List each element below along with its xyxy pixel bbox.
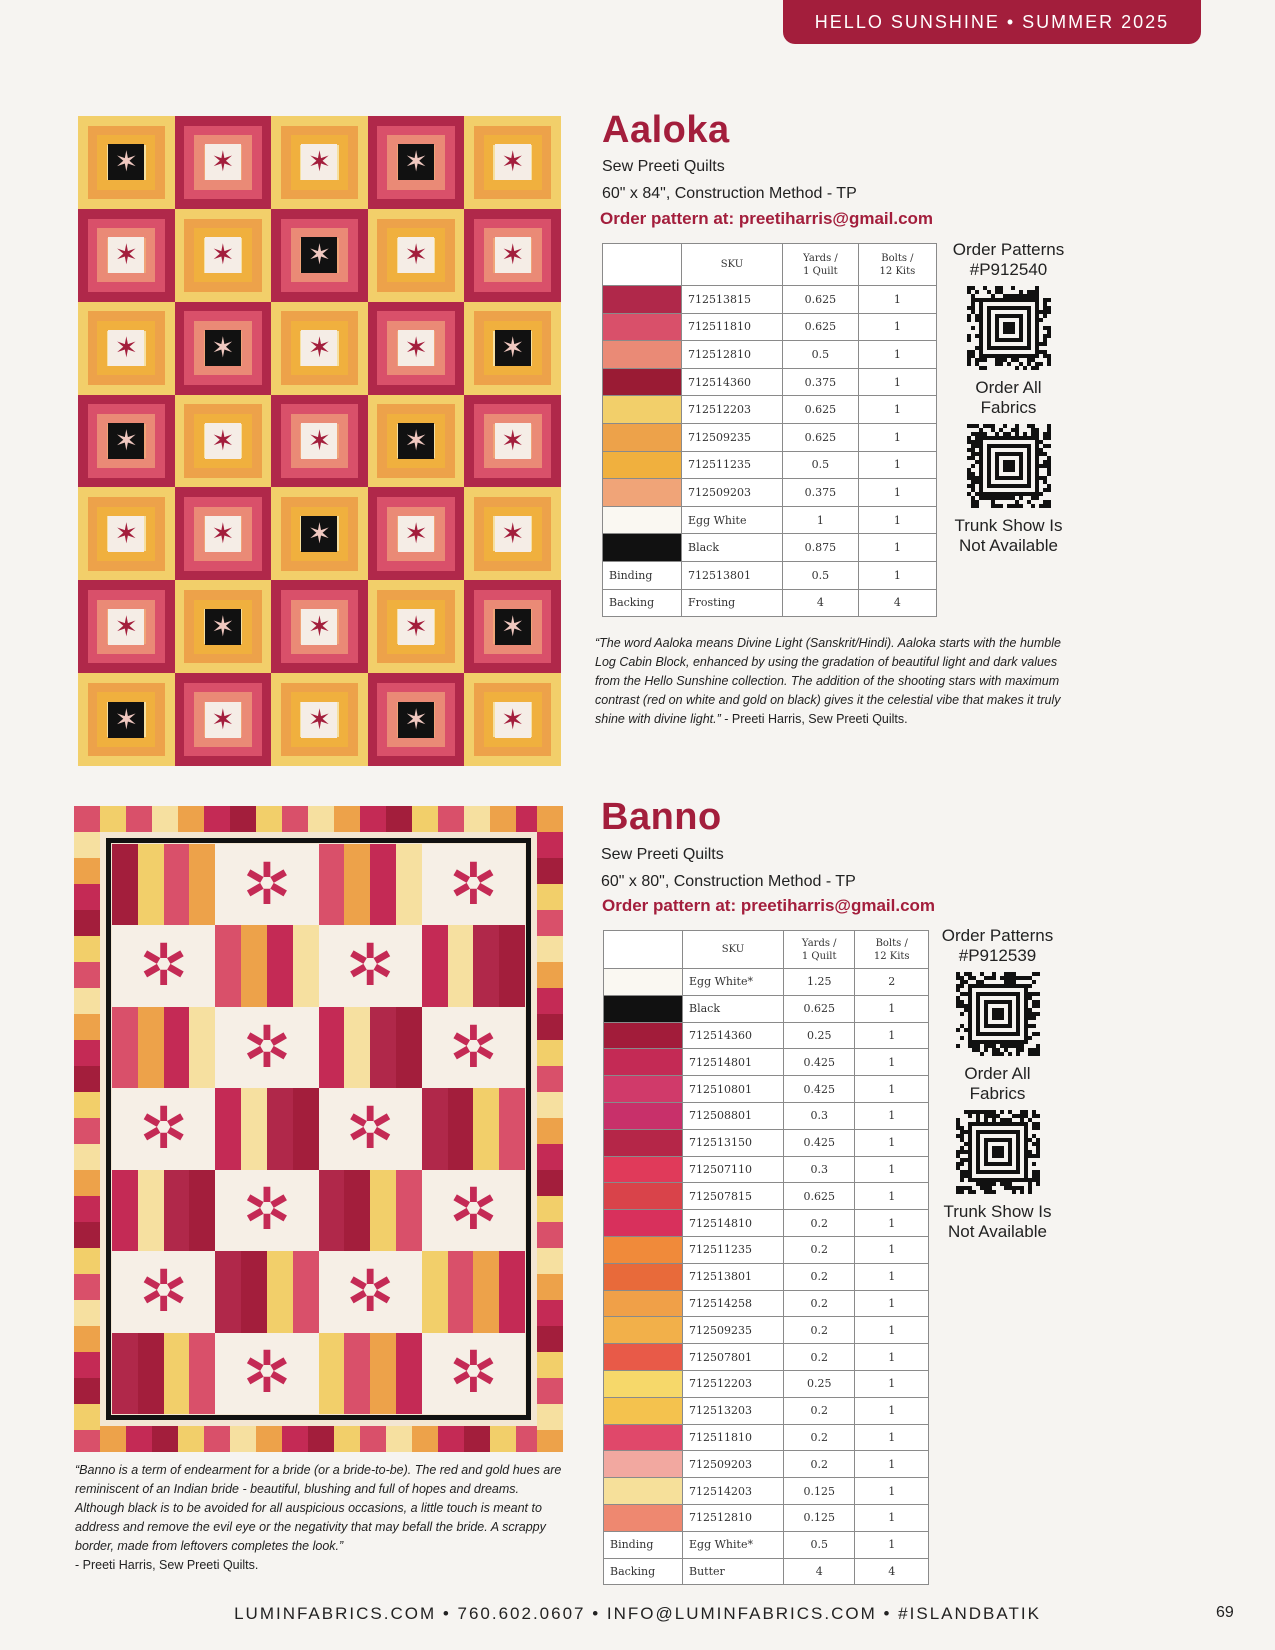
yards-header: Yards / 1 Quilt: [783, 244, 859, 286]
sku-cell: 712511235: [682, 451, 783, 479]
fabric-swatch: [604, 1022, 683, 1049]
bolts-header: Bolts / 12 Kits: [855, 931, 929, 969]
order-all-label: Order All: [975, 378, 1042, 397]
footer-contact: LUMINFABRICS.COM • 760.602.0607 • INFO@LUMINFABRICS.COM • #ISLANDBATIK: [234, 1604, 1041, 1623]
yards-cell: 0.625: [783, 423, 859, 451]
sku-cell: 712514203: [683, 1478, 784, 1505]
fabric-row: [603, 396, 937, 424]
yards-cell: 0.425: [784, 1049, 855, 1076]
fabric-row: [604, 1424, 929, 1451]
fabric-swatch: [604, 969, 683, 996]
yards-cell: 4: [783, 589, 859, 617]
fabric-swatch: [604, 1236, 683, 1263]
fabric-row: [604, 1504, 929, 1531]
bolts-cell: 4: [855, 1558, 929, 1585]
bolts-cell: 1: [858, 313, 936, 341]
backing-row: [604, 1558, 929, 1585]
sku-cell: 712513801: [682, 561, 783, 589]
fabric-swatch: [604, 1478, 683, 1505]
yards-cell: 1: [783, 506, 859, 534]
yards-cell: 0.375: [783, 368, 859, 396]
pattern-qr-code-icon[interactable]: [956, 972, 1040, 1056]
sku-cell: 712514810: [683, 1210, 784, 1237]
trunk-show-status: Not Available: [948, 1222, 1047, 1241]
fabric-row: [604, 1397, 929, 1424]
fabric-swatch: [603, 396, 682, 424]
banno-quote: “Banno is a term of endearment for a bride (or a bride-to-be). The red and gold hues are reminiscent of an Indian bride - beautiful, blushing and full of hopes and dreams. Although black is to be avoided for all auspicious occasions, a little touch is meant to address and remove the evil eye or the negativity that may befall the bride. A scrappy border, made from leftovers completes the look.” - Preeti Harris, Sew Preeti Quilts.: [75, 1463, 562, 1572]
fabric-swatch: [604, 1263, 683, 1290]
yards-cell: 0.875: [783, 534, 859, 562]
sku-cell: Frosting: [682, 589, 783, 617]
fabrics-qr-code-icon[interactable]: [956, 1110, 1040, 1194]
fabric-swatch: [604, 1424, 683, 1451]
sku-cell: Black: [682, 534, 783, 562]
fabric-row: [604, 1451, 929, 1478]
aaloka-fabric-table: [602, 243, 937, 617]
banno-title: Banno: [601, 796, 722, 838]
bolts-header: Bolts / 12 Kits: [858, 244, 936, 286]
yards-cell: 0.5: [783, 451, 859, 479]
bolts-cell: 1: [858, 479, 936, 507]
fabric-swatch: [604, 1102, 683, 1129]
fabric-row: [604, 1344, 929, 1371]
binding-row: [603, 561, 937, 589]
sku-cell: 712514360: [682, 368, 783, 396]
yards-cell: 0.2: [784, 1236, 855, 1263]
fabric-row: [604, 995, 929, 1022]
bolts-cell: 1: [855, 1076, 929, 1103]
yards-cell: 0.2: [784, 1344, 855, 1371]
backing-label: Backing: [604, 1558, 683, 1585]
fabric-row: [604, 1022, 929, 1049]
backing-label: Backing: [603, 589, 682, 617]
sku-cell: Egg White: [682, 506, 783, 534]
fabric-row: [604, 1049, 929, 1076]
page-number: 69: [1216, 1604, 1234, 1621]
bolts-cell: 1: [858, 451, 936, 479]
banno-designer: Sew Preeti Quilts: [601, 846, 724, 863]
pattern-number: #P912540: [969, 260, 1048, 279]
bolts-cell: 1: [855, 995, 929, 1022]
sku-cell: 712507801: [683, 1344, 784, 1371]
fabric-row: [603, 313, 937, 341]
swatch-header: [604, 931, 683, 969]
sku-cell: 712512203: [683, 1370, 784, 1397]
sku-cell: Egg White*: [683, 969, 784, 996]
bolts-cell: 1: [855, 1478, 929, 1505]
yards-cell: 0.625: [784, 995, 855, 1022]
sku-cell: 712511235: [683, 1236, 784, 1263]
bolts-cell: 1: [858, 506, 936, 534]
sku-cell: 712514360: [683, 1022, 784, 1049]
fabric-row: [603, 479, 937, 507]
aaloka-title: Aaloka: [602, 109, 730, 151]
bolts-cell: 1: [855, 1156, 929, 1183]
fabric-row: [604, 1317, 929, 1344]
sku-cell: 712509203: [683, 1451, 784, 1478]
fabrics-label: Fabrics: [980, 398, 1037, 417]
bolts-cell: 1: [858, 286, 936, 314]
fabric-row: [603, 534, 937, 562]
bolts-cell: 1: [855, 1504, 929, 1531]
yards-cell: 0.5: [784, 1531, 855, 1558]
bolts-cell: 1: [858, 341, 936, 369]
fabric-swatch: [603, 423, 682, 451]
bolts-cell: 1: [858, 368, 936, 396]
sku-cell: 712513801: [683, 1263, 784, 1290]
banno-dimensions: 60" x 80", Construction Method - TP: [601, 873, 856, 890]
bolts-cell: 1: [855, 1317, 929, 1344]
fabric-swatch: [604, 1049, 683, 1076]
yards-cell: 0.2: [784, 1290, 855, 1317]
fabric-row: [604, 1478, 929, 1505]
sku-cell: 712509235: [683, 1317, 784, 1344]
sku-cell: 712512810: [683, 1504, 784, 1531]
fabric-swatch: [604, 1290, 683, 1317]
bolts-cell: 1: [855, 1183, 929, 1210]
banno-order-link[interactable]: Order pattern at: preetiharris@gmail.com: [602, 896, 936, 915]
sku-cell: 712509235: [682, 423, 783, 451]
bolts-cell: 1: [855, 1049, 929, 1076]
fabric-swatch: [604, 1370, 683, 1397]
pattern-qr-code-icon[interactable]: [967, 286, 1051, 370]
order-patterns-label: Order Patterns: [952, 240, 1065, 259]
fabric-swatch: [603, 341, 682, 369]
fabric-swatch: [604, 995, 683, 1022]
bolts-cell: 1: [855, 1290, 929, 1317]
fabric-swatch: [604, 1183, 683, 1210]
aaloka-order-link[interactable]: Order pattern at: preetiharris@gmail.com: [600, 209, 934, 228]
fabric-swatch: [603, 479, 682, 507]
sku-cell: 712510801: [683, 1076, 784, 1103]
sku-cell: 712514801: [683, 1049, 784, 1076]
bolts-cell: 1: [855, 1531, 929, 1558]
yards-cell: 0.3: [784, 1102, 855, 1129]
bolts-cell: 1: [855, 1344, 929, 1371]
fabric-swatch: [604, 1076, 683, 1103]
fabric-row: [604, 969, 929, 996]
sku-cell: 712512203: [682, 396, 783, 424]
yards-header: Yards / 1 Quilt: [784, 931, 855, 969]
bolts-cell: 1: [858, 534, 936, 562]
order-all-label: Order All: [964, 1064, 1031, 1083]
banno-side-panel: [935, 926, 1060, 1242]
order-patterns-label: Order Patterns: [941, 926, 1054, 945]
fabric-swatch: [603, 534, 682, 562]
trunk-show-label: Trunk Show Is: [954, 516, 1063, 535]
sku-cell: 712507815: [683, 1183, 784, 1210]
collection-banner: HELLO SUNSHINE • SUMMER 2025: [783, 0, 1201, 44]
fabrics-label: Fabrics: [969, 1084, 1026, 1103]
yards-cell: 0.625: [783, 313, 859, 341]
sku-cell: Black: [683, 995, 784, 1022]
fabric-swatch: [604, 1156, 683, 1183]
fabric-swatch: [603, 286, 682, 314]
sku-cell: 712514258: [683, 1290, 784, 1317]
fabric-row: [604, 1290, 929, 1317]
yards-cell: 1.25: [784, 969, 855, 996]
fabric-row: [604, 1370, 929, 1397]
sku-cell: 712511810: [683, 1424, 784, 1451]
fabric-swatch: [604, 1397, 683, 1424]
pattern-number: #P912539: [958, 946, 1037, 965]
bolts-cell: 1: [855, 1236, 929, 1263]
yards-cell: 0.125: [784, 1504, 855, 1531]
trunk-show-label: Trunk Show Is: [943, 1202, 1052, 1221]
swatch-header: [603, 244, 682, 286]
binding-row: [604, 1531, 929, 1558]
fabric-row: [603, 368, 937, 396]
fabric-row: [604, 1263, 929, 1290]
sku-cell: 712507110: [683, 1156, 784, 1183]
fabric-swatch: [604, 1344, 683, 1371]
fabric-swatch: [604, 1317, 683, 1344]
sku-cell: 712513203: [683, 1397, 784, 1424]
yards-cell: 0.625: [783, 286, 859, 314]
bolts-cell: 1: [855, 1102, 929, 1129]
yards-cell: 0.5: [783, 341, 859, 369]
yards-cell: 0.425: [784, 1076, 855, 1103]
aaloka-dimensions: 60" x 84", Construction Method - TP: [602, 185, 857, 202]
fabric-swatch: [603, 451, 682, 479]
sku-cell: 712508801: [683, 1102, 784, 1129]
yards-cell: 0.425: [784, 1129, 855, 1156]
yards-cell: 0.625: [784, 1183, 855, 1210]
bolts-cell: 1: [855, 1129, 929, 1156]
fabric-row: [603, 451, 937, 479]
bolts-cell: 1: [855, 1022, 929, 1049]
sku-cell: Butter: [683, 1558, 784, 1585]
fabric-swatch: [604, 1451, 683, 1478]
banno-quilt-image: ✲ ✲ ✲ ✲ ✲ ✲ ✲ ✲ ✲ ✲ ✲ ✲ ✲ ✲: [74, 806, 563, 1452]
yards-cell: 0.125: [784, 1478, 855, 1505]
bolts-cell: 1: [855, 1451, 929, 1478]
fabric-row: [604, 1210, 929, 1237]
fabric-row: [603, 341, 937, 369]
aaloka-quote: “The word Aaloka means Divine Light (Sanskrit/Hindi). Aaloka starts with the humble Log Cabin Block, enhanced by using the gradation of beautiful light and dark values from the Hello Sunshine collection. The addition of the shooting stars with maximum contrast (red on white and gold on black) gives it the celestial vibe that makes it truly shine with divine light.” - Preeti Harris, Sew Preeti Quilts.: [595, 636, 1061, 726]
fabric-row: [604, 1129, 929, 1156]
fabric-row: [604, 1156, 929, 1183]
sku-header: SKU: [683, 931, 784, 969]
bolts-cell: 1: [858, 396, 936, 424]
sku-cell: 712513815: [682, 286, 783, 314]
fabric-swatch: [603, 313, 682, 341]
fabric-row: [603, 423, 937, 451]
yards-cell: 0.625: [783, 396, 859, 424]
bolts-cell: 1: [855, 1424, 929, 1451]
binding-label: Binding: [604, 1531, 683, 1558]
fabric-swatch: [604, 1129, 683, 1156]
sku-cell: Egg White*: [683, 1531, 784, 1558]
fabric-swatch: [604, 1504, 683, 1531]
yards-cell: 0.3: [784, 1156, 855, 1183]
yards-cell: 0.2: [784, 1424, 855, 1451]
bolts-cell: 1: [855, 1397, 929, 1424]
fabric-swatch: [603, 368, 682, 396]
fabric-row: [604, 1183, 929, 1210]
sku-cell: 712512810: [682, 341, 783, 369]
yards-cell: 0.2: [784, 1451, 855, 1478]
sku-cell: 712511810: [682, 313, 783, 341]
bolts-cell: 1: [855, 1210, 929, 1237]
bolts-cell: 1: [855, 1370, 929, 1397]
banno-fabric-table: [603, 930, 929, 1585]
aaloka-designer: Sew Preeti Quilts: [602, 158, 725, 175]
trunk-show-status: Not Available: [959, 536, 1058, 555]
fabric-swatch: [603, 506, 682, 534]
yards-cell: 0.25: [784, 1022, 855, 1049]
backing-row: [603, 589, 937, 617]
yards-cell: 0.2: [784, 1263, 855, 1290]
bolts-cell: 4: [858, 589, 936, 617]
sku-header: SKU: [682, 244, 783, 286]
yards-cell: 0.375: [783, 479, 859, 507]
fabrics-qr-code-icon[interactable]: [967, 424, 1051, 508]
fabric-row: [604, 1102, 929, 1129]
fabric-swatch: [604, 1210, 683, 1237]
yards-cell: 4: [784, 1558, 855, 1585]
yards-cell: 0.5: [783, 561, 859, 589]
bolts-cell: 1: [855, 1263, 929, 1290]
fabric-row: [603, 506, 937, 534]
fabric-row: [603, 286, 937, 314]
aaloka-side-panel: [946, 240, 1071, 556]
aaloka-quilt-image: ✶ ✶ ✶ ✶ ✶ ✶ ✶ ✶ ✶ ✶ ✶ ✶ ✶ ✶ ✶ ✶ ✶ ✶ ✶ ✶ ✶ ✶ ✶ ✶ ✶ ✶ ✶ ✶ ✶ ✶ ✶ ✶ ✶ ✶ ✶: [78, 116, 561, 766]
sku-cell: 712513150: [683, 1129, 784, 1156]
fabric-row: [604, 1076, 929, 1103]
yards-cell: 0.2: [784, 1397, 855, 1424]
yards-cell: 0.2: [784, 1317, 855, 1344]
yards-cell: 0.2: [784, 1210, 855, 1237]
sku-cell: 712509203: [682, 479, 783, 507]
binding-label: Binding: [603, 561, 682, 589]
bolts-cell: 1: [858, 423, 936, 451]
bolts-cell: 1: [858, 561, 936, 589]
yards-cell: 0.25: [784, 1370, 855, 1397]
bolts-cell: 2: [855, 969, 929, 996]
fabric-row: [604, 1236, 929, 1263]
